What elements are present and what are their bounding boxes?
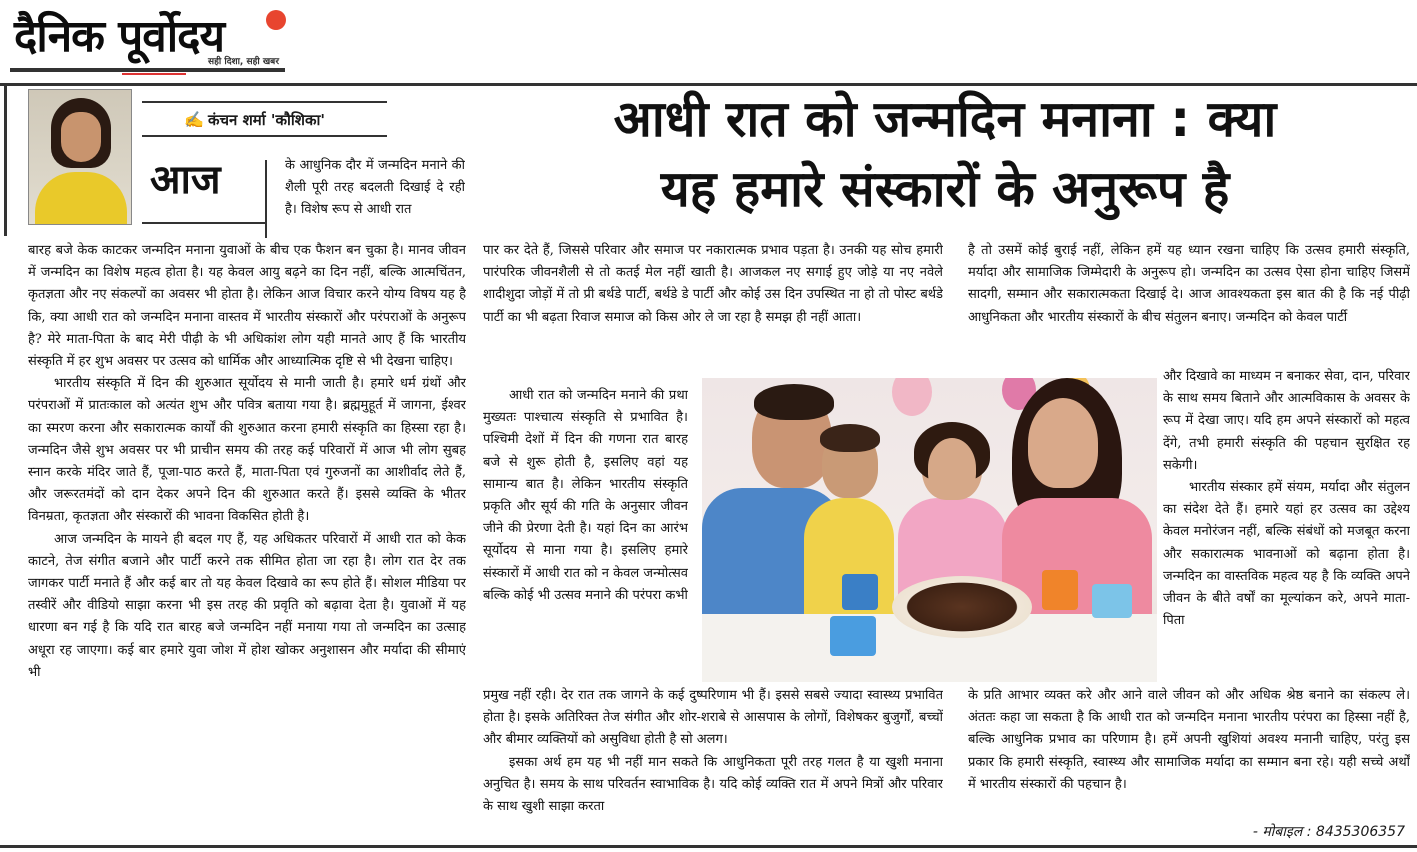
paragraph: भारतीय संस्कार हमें संयम, मर्यादा और संतुलन का संदेश देते हैं। हमारे यहां हर उत्सव का उद्देश्य केवल मनोरंजन नहीं, बल्कि संबंधों को मजबूत करना और सकारात्मक भावनाओं को बढ़ाना होता है। जन्मदिन का वास्तविक महत्व यह है कि व्यक्ति अपने जीवन के बीते वर्षों का मूल्यांकन करे, अपने माता-पिता [1163,480,1410,629]
paragraph: के प्रति आभार व्यक्त करे और आने वाले जीवन को और अधिक श्रेष्ठ बनाने का संकल्प ले। अंततः कहा जा सकता है कि आधी रात को जन्मदिन मनाना भारतीय परंपरा का हिस्सा नहीं है, बल्कि आधुनिक प्रभाव का परिणाम है। हमें अपनी खुशियां अवश्य मनानी चाहिए, परंतु इस प्रकार कि हमारी संस्कृति, स्वास्थ्य और सामाजिक मर्यादा का सम्मान बना रहे। यही सच्चे अर्थों में भारतीय संस्कारों की पहचान है। [968,688,1410,792]
intro-paragraph: के आधुनिक दौर में जन्मदिन मनाने की शैली पूरी तरह बदलती दिखाई दे रही है। विशेष रूप से आधी रात [285,158,465,218]
pen-icon: ✍ [184,110,204,129]
column-3-bottom [968,685,1410,820]
family-birthday-cake-photo [702,378,1157,682]
paragraph: इसका अर्थ हम यह भी नहीं मान सकते कि आधुनिकता पूरी तरह गलत है या खुशी मनाना अनुचित है। समय के साथ परिवर्तन स्वाभाविक है। यदि कोई व्यक्ति रात में अपने मित्रों और परिवार के साथ खुशी साझा करता [483,754,943,815]
headline-line-1: आधी रात को जन्मदिन मनाना : क्या [613,90,1277,148]
page-bottom-rule [0,845,1417,848]
paragraph: प्रमुख नहीं रही। देर रात तक जागने के कई दुष्परिणाम भी हैं। इससे सबसे ज्यादा स्वास्थ्य प्रभावित होता है। इसके अतिरिक्त तेज संगीत और शोर-शराबे से आसपास के लोगों, विशेषकर बुजुर्गों, बच्चों और बीमार व्यक्तियों को असुविधा होती है सो अलग। [483,688,943,748]
author-photo [28,89,132,225]
paragraph: पार कर देते हैं, जिससे परिवार और समाज पर नकारात्मक प्रभाव पड़ता है। उनकी यह सोच हमारी पारंपरिक जीवनशैली से तो कतई मेल नहीं खाती है। आजकल नए सगाई हुए जोड़े या नए नवेले शादीशुदा जोड़ों में तो प्री बर्थडे पार्टी, बर्थडे डे पार्टी और कोई उस दिन उपस्थित ना हो तो पोस्ट बर्थडे पार्टी का भी बढ़ता रिवाज समाज को किस ओर ले जा रहा है समझ ही नहीं आता। [483,243,943,325]
drop-word-underline [142,222,267,224]
drop-word-divider [265,160,267,238]
newspaper-tagline: सही दिशा, सही खबर [208,57,279,67]
masthead-rule [10,68,285,72]
column-1 [28,240,466,840]
column-3-top [968,240,1410,366]
drop-word: आज [150,157,221,203]
left-column-bar [4,86,7,236]
author-name: कंचन शर्मा 'कौशिका' [208,111,325,129]
paragraph: है तो उसमें कोई बुराई नहीं, लेकिन हमें यह ध्यान रखना चाहिए कि उत्सव हमारी संस्कृति, मर्यादा और सामाजिक जिम्मेदारी के अनुरूप हो। जन्मदिन का उत्सव ऐसा होना चाहिए जिसमें सादगी, सम्मान और सकारात्मकता दिखाई दे। आज आवश्यकता इस बात की है कि नई पीढ़ी आधुनिकता और भारतीय संस्कारों के बीच संतुलन बनाए। जन्मदिन को केवल पार्टी [968,243,1410,325]
paragraph: बारह बजे केक काटकर जन्मदिन मनाना युवाओं के बीच एक फैशन बन चुका है। मानव जीवन में जन्मदिन का विशेष महत्व होता है। यह केवल आयु बढ़ने का दिन नहीं, बल्कि आत्मचिंतन, कृतज्ञता और नए संकल्पों का अवसर भी होता है। लेकिन आज विचार करने योग्य विषय यह है कि, क्या आधी रात को जन्मदिन मनाना वास्तव में भारतीय संस्कारों और परंपराओं के अनुरूप है? मेरे माता-पिता के बाद मेरी पीढ़ी के भी अधिकांश लोग यही मानते आए हैं कि भारतीय संस्कृति में हर शुभ अवसर पर उत्सव को धार्मिक और आध्यात्मिक दृष्टि से भी देखना चाहिए। [28,243,466,370]
author-mobile-number: - मोबाइल : 8435306357 [1252,824,1405,840]
birthday-cake-icon [892,576,1032,638]
paragraph: और दिखावे का माध्यम न बनाकर सेवा, दान, परिवार के साथ समय बिताने और आत्मविकास के अवसर के रूप में देखा जाए। यदि हम अपने संस्कारों को महत्व देंगे, तभी हमारी संस्कृति की पहचान सुरक्षित रह सकेगी। [1163,369,1410,473]
byline-box [142,101,387,137]
column-2-left [483,385,688,685]
column-2-bottom [483,685,943,843]
column-2-top [483,240,943,378]
paragraph: भारतीय संस्कृति में दिन की शुरुआत सूर्योदय से मानी जाती है। हमारे धर्म ग्रंथों और परंपराओं में प्रातःकाल को अत्यंत शुभ और पवित्र बताया गया है। ब्रह्ममुहूर्त में जागना, ईश्वर का स्मरण करना और सकारात्मक कार्यों की शुरुआत करना हमारी संस्कृति का हिस्सा रहा है। जन्मदिन जैसे शुभ अवसर पर भी प्राचीन समय की तरह कई परिवारों में आज भी लोग सुबह स्नान करके मंदिर जाते हैं, पूजा-पाठ करते हैं, माता-पिता एवं गुरुजनों का आशीर्वाद लेते हैं, और जरूरतमंदों को दान देकर अपने दिन की शुरुआत करते हैं। इससे व्यक्ति के भीतर विनम्रता, कृतज्ञता और संस्कारों की भावना विकसित होती है। [28,376,466,525]
masthead-logo-dot [266,10,286,30]
paragraph: आधी रात को जन्मदिन मनाने की प्रथा मुख्यतः पाश्चात्य संस्कृति से प्रभावित है। पश्चिमी देशों में दिन की गणना रात बारह बजे से शुरू होती है, इसलिए वहां यह सामान्य बात है। लेकिन भारतीय संस्कृति प्रकृति और सूर्य की गति के अनुसार जीवन जीने की प्रेरणा देती है। यहां दिन का आरंभ सूर्योदय से माना गया है। इसलिए हमारे संस्कारों में आधी रात को न केवल जन्मोत्सव बल्कि कोई भी उत्सव मनाने की परंपरा कभी [483,388,688,603]
paragraph: आज जन्मदिन के मायने ही बदल गए हैं, यह अधिकतर परिवारों में आधी रात को केक काटने, तेज संगीत बजाने और पार्टी करने तक सीमित होता जा रहा है। लोग रात देर तक जागकर पार्टी मनाते हैं और कई बार तो यह केवल दिखावे का रूप होते हैं। सोशल मीडिया पर तस्वीरें और वीडियो साझा करना भी इस तरह की प्रवृति को बढ़ावा देता है। युवाओं में यह धारणा बन गई है कि यदि रात बारह बजे जन्मदिन नहीं मनाया गया तो जन्मदिन का उत्साह अधूरा रह जाएगा। कई बार हमारे युवा जोश में होश खोकर अनुशासन और मर्यादा की सीमाएं भी [28,531,466,680]
masthead [10,4,285,72]
newspaper-name: दैनिक पूर्वोदय [14,11,225,62]
masthead-red-line [122,73,186,75]
column-3-right [1163,366,1410,684]
headline [480,84,1410,224]
intro-text [285,155,465,247]
headline-line-2: यह हमारे संस्कारों के अनुरूप है [660,160,1230,218]
